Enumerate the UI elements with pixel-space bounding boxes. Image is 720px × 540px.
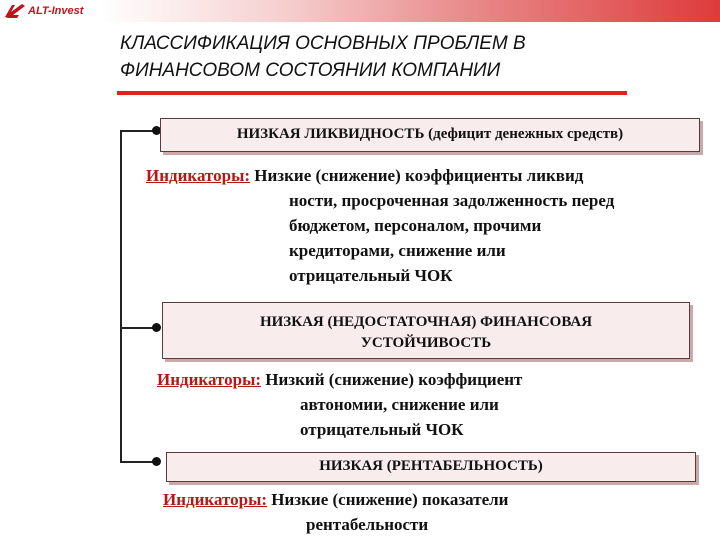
indicator-text: отрицательный ЧОК [300,420,464,439]
indicator-text: ности, просроченная задолженность перед [289,191,615,210]
problem-title: УСТОЙЧИВОСТЬ [360,335,492,351]
problem-box-liquidity [160,118,700,152]
branch-3 [120,461,156,463]
indicator-text: автономии, снижение или [300,395,499,414]
branch-1 [120,130,156,132]
indicator-text: отрицательный ЧОК [289,266,453,285]
problem-box-profitability [166,452,696,482]
indicator-text: Низкий (снижение) коэффициент [265,370,523,389]
indicator-text: бюджетом, персоналом, прочими [289,216,542,235]
problem-box-stability [162,302,690,359]
problem-title: НИЗКАЯ ЛИКВИДНОСТЬ (дефицит денежных средств) [236,126,624,142]
logo [4,1,83,21]
indicators-profitability [163,487,713,537]
bullet-3 [152,457,161,466]
indicators-label: Индикаторы: [146,166,251,185]
bullet-2 [152,323,161,332]
indicator-text: Низкие (снижение) коэффициенты ликвид [254,166,584,185]
indicators-label: Индикаторы: [163,490,268,509]
logo-text: ALT-Invest [28,5,84,17]
page-title [120,30,680,84]
indicator-text: Низкие (снижение) показатели [271,490,509,509]
indicators-liquidity [146,163,720,288]
title-line-1: КЛАССИФИКАЦИЯ ОСНОВНЫХ ПРОБЛЕМ В [120,33,526,54]
indicators-label: Индикаторы: [157,370,262,389]
indicators-stability [157,367,717,442]
branch-2 [120,327,156,329]
problem-title: НИЗКАЯ (НЕДОСТАТОЧНАЯ) ФИНАНСОВАЯ [259,314,593,330]
indicator-text: рентабельности [306,515,429,534]
problem-title: НИЗКАЯ (РЕНТАБЕЛЬНОСТЬ) [319,458,543,474]
indicator-text: кредиторами, снижение или [289,241,506,260]
title-line-2: ФИНАНСОВОМ СОСТОЯНИИ КОМПАНИИ [120,60,501,81]
title-underline [117,91,627,95]
top-banner [0,0,720,22]
tree-spine [120,130,122,462]
plane-icon [4,2,26,20]
